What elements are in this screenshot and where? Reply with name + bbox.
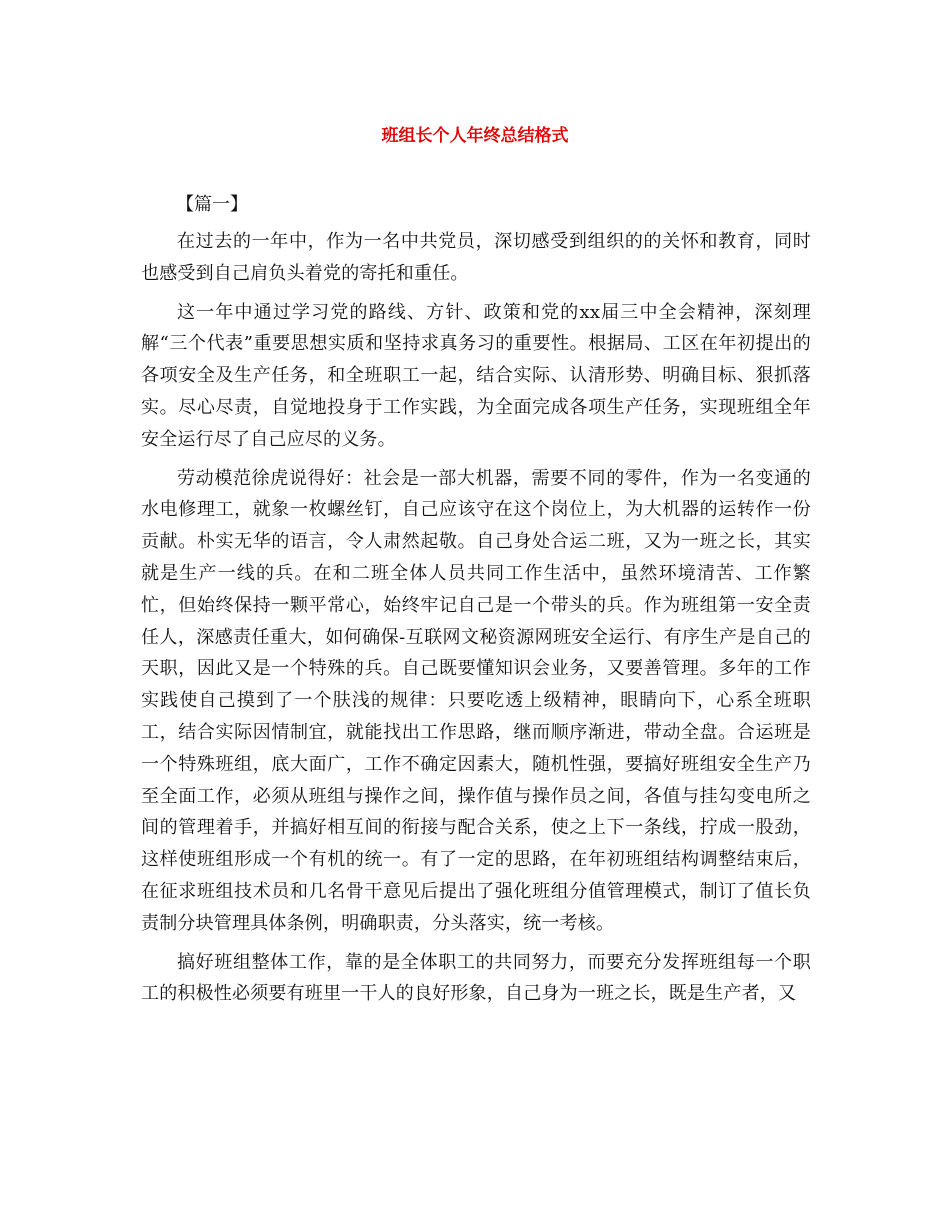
- document-body: [141, 226, 811, 1017]
- paragraph: 搞好班组整体工作，靠的是全体职工的共同努力，而要充分发挥班组每一个职工的积极性必须要有班里一干人的良好形象，自己身为一班之长，既是生产者，又: [141, 951, 811, 1005]
- paragraph: 这一年中通过学习党的路线、方针、政策和党的xx届三中全会精神，深刻理解“三个代表”重要思想实质和坚持求真务习的重要性。根据局、工区在年初提出的各项安全及生产任务，和全班职工一起，结合实际、认清形势、明确目标、狠抓落实。尽心尽责，自觉地投身于工作实践，为全面完成各项生产任务，实现班组全年安全运行尽了自己应尽的义务。: [141, 301, 811, 450]
- paragraph: 在过去的一年中，作为一名中共党员，深切感受到组织的的关怀和教育，同时也感受到自己肩负头着党的寄托和重任。: [141, 231, 811, 284]
- paragraph: 劳动模范徐虎说得好：社会是一部大机器，需要不同的零件，作为一名变通的水电修理工，就象一枚螺丝钉，自己应该守在这个岗位上，为大机器的运转作一份贡献。朴实无华的语言，令人肃然起敬。自己身处合运二班，又为一班之长，其实就是生产一线的兵。在和二班全体人员共同工作生活中，虽然环境清苦、工作繁忙，但始终保持一颗平常心，始终牢记自己是一个带头的兵。作为班组第一安全责任人，深感责任重大，如何确保-互联网文秘资源网班安全运行、有序生产是自己的天职，因此又是一个特殊的兵。自己既要懂知识会业务，又要善管理。多年的工作实践使自己摸到了一个肤浅的规律：只要吃透上级精神，眼睛向下，心系全班职工，结合实际因情制宜，就能找出工作思路，继而顺序渐进，带动全盘。合运班是一个特殊班组，底大面广，工作不确定因素大，随机性强，要搞好班组安全生产乃至全面工作，必须从班组与操作之间，操作值与操作员之间，各值与挂勾变电所之间的管理着手，并搞好相互间的衔接与配合关系，使之上下一条线，拧成一股劲，这样使班组形成一个有机的统一。有了一定的思路，在年初班组结构调整结束后，在征求班组技术员和几名骨干意见后提出了强化班组分值管理模式，制订了值长负责制分块管理具体条例，明确职责，分头落实，统一考核。: [141, 467, 811, 934]
- section-heading: 【篇一】: [176, 194, 248, 215]
- document-title: 班组长个人年终总结格式: [381, 126, 569, 146]
